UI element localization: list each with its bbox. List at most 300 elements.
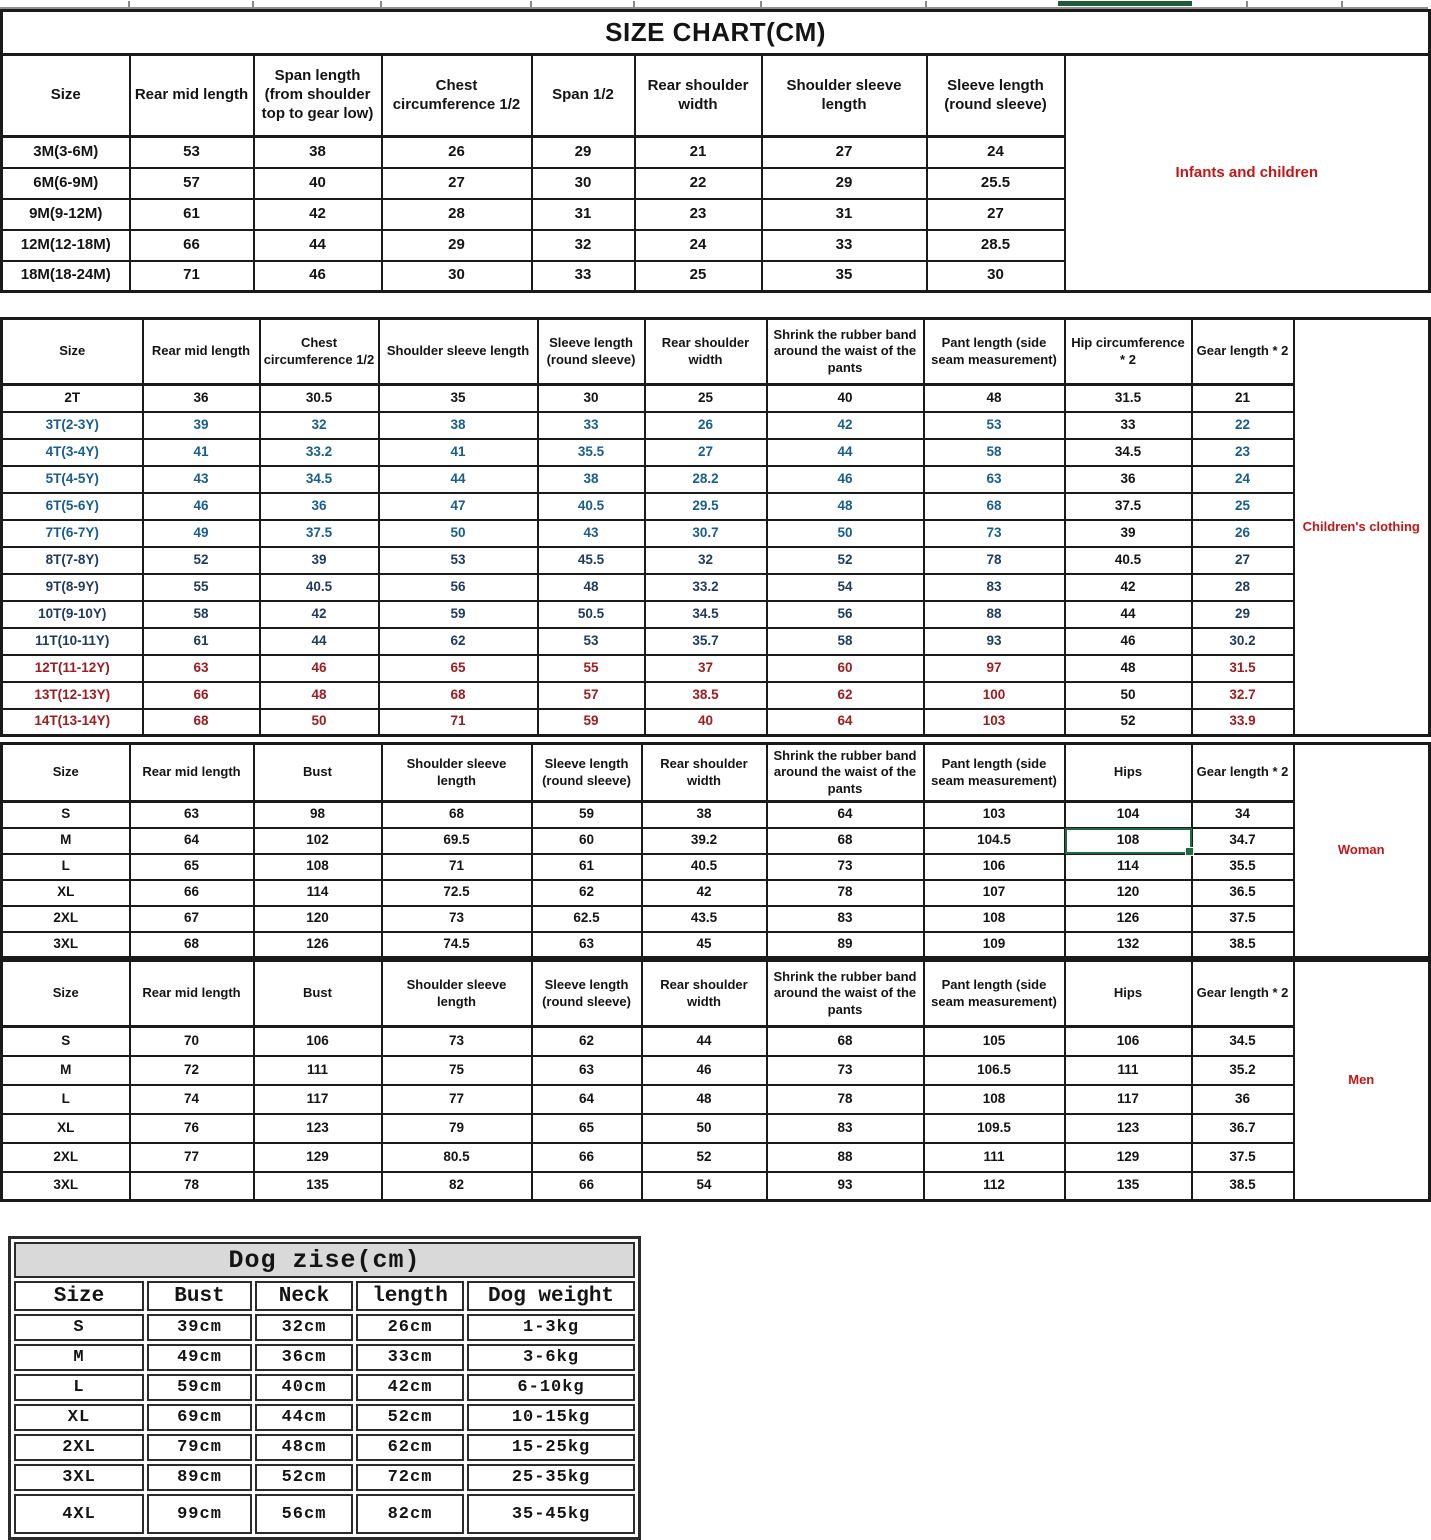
value-cell: 56 <box>379 574 538 601</box>
value-cell: 68 <box>767 1027 924 1056</box>
size-cell: 12M(12-18M) <box>2 230 130 261</box>
value-cell: 82 <box>382 1172 532 1201</box>
value-cell: 58 <box>143 601 260 628</box>
table-row <box>14 1374 635 1401</box>
size-cell: M <box>14 1344 144 1371</box>
men-size-table <box>0 959 1431 1202</box>
table-row <box>2 628 1430 655</box>
value-cell: 107 <box>924 880 1065 906</box>
value-cell: 106 <box>254 1027 382 1056</box>
children-size-table <box>0 317 1431 737</box>
value-cell: 30 <box>532 168 635 199</box>
value-cell: 44cm <box>255 1404 353 1431</box>
value-cell: 62 <box>532 1027 642 1056</box>
gridline-tick <box>380 1 382 7</box>
value-cell: 43 <box>143 466 260 493</box>
value-cell: 111 <box>254 1056 382 1085</box>
value-cell: 38.5 <box>1192 1172 1294 1201</box>
value-cell: 42 <box>254 199 382 230</box>
value-cell: 76 <box>130 1114 254 1143</box>
size-cell: 3M(3-6M) <box>2 137 130 168</box>
value-cell: 83 <box>767 1114 924 1143</box>
value-cell: 64 <box>767 709 924 736</box>
value-cell: 38 <box>538 466 645 493</box>
value-cell: 37.5 <box>1192 906 1294 932</box>
size-cell: 2T <box>2 385 143 412</box>
value-cell: 30.7 <box>645 520 767 547</box>
value-cell: 44 <box>379 466 538 493</box>
woman-header-row <box>2 744 1430 802</box>
value-cell: 33 <box>532 261 635 292</box>
value-cell: 23 <box>635 199 762 230</box>
gridline-tick <box>760 1 762 7</box>
size-cell: M <box>2 828 130 854</box>
value-cell: 43 <box>538 520 645 547</box>
infants-group-label: Infants and children <box>1065 55 1430 292</box>
value-cell: 33.2 <box>260 439 379 466</box>
column-header: Bust <box>147 1281 252 1311</box>
value-cell: 40 <box>254 168 382 199</box>
value-cell: 129 <box>1065 1143 1192 1172</box>
value-cell: 35-45kg <box>467 1494 635 1534</box>
value-cell: 48 <box>260 682 379 709</box>
value-cell: 44 <box>767 439 924 466</box>
value-cell: 68 <box>382 802 532 828</box>
size-cell: 8T(7-8Y) <box>2 547 143 574</box>
value-cell: 25-35kg <box>467 1464 635 1491</box>
value-cell: 46 <box>260 655 379 682</box>
value-cell: 36.7 <box>1192 1114 1294 1143</box>
table-row <box>2 1027 1430 1056</box>
table-row <box>2 520 1430 547</box>
value-cell: 36 <box>260 493 379 520</box>
value-cell: 59cm <box>147 1374 252 1401</box>
infants-size-table <box>0 9 1431 293</box>
table-row <box>2 709 1430 736</box>
value-cell: 102 <box>254 828 382 854</box>
value-cell: 25 <box>1192 493 1294 520</box>
column-header: Hips <box>1065 744 1192 802</box>
column-header: Gear length * 2 <box>1192 744 1294 802</box>
value-cell: 103 <box>924 802 1065 828</box>
value-cell: 82cm <box>356 1494 464 1534</box>
value-cell: 50 <box>642 1114 767 1143</box>
value-cell: 64 <box>130 828 254 854</box>
value-cell: 38 <box>254 137 382 168</box>
value-cell: 111 <box>1065 1056 1192 1085</box>
value-cell: 64 <box>767 802 924 828</box>
value-cell: 66 <box>532 1143 642 1172</box>
value-cell: 3-6kg <box>467 1344 635 1371</box>
value-cell: 104 <box>1065 802 1192 828</box>
value-cell: 126 <box>1065 906 1192 932</box>
size-cell: S <box>2 1027 130 1056</box>
value-cell: 71 <box>379 709 538 736</box>
value-cell: 27 <box>1192 547 1294 574</box>
value-cell: 45.5 <box>538 547 645 574</box>
value-cell: 78 <box>767 880 924 906</box>
value-cell: 60 <box>532 828 642 854</box>
value-cell: 104.5 <box>924 828 1065 854</box>
value-cell: 112 <box>924 1172 1065 1201</box>
value-cell: 70 <box>130 1027 254 1056</box>
value-cell: 75 <box>382 1056 532 1085</box>
value-cell: 40.5 <box>1065 547 1192 574</box>
value-cell: 56 <box>767 601 924 628</box>
value-cell: 83 <box>767 906 924 932</box>
value-cell: 80.5 <box>382 1143 532 1172</box>
value-cell: 29 <box>382 230 532 261</box>
value-cell: 42cm <box>356 1374 464 1401</box>
value-cell: 44 <box>642 1027 767 1056</box>
value-cell: 26 <box>382 137 532 168</box>
value-cell: 39 <box>143 412 260 439</box>
value-cell: 60 <box>767 655 924 682</box>
value-cell: 30 <box>538 385 645 412</box>
value-cell: 27 <box>762 137 927 168</box>
column-header: Hip circumference * 2 <box>1065 319 1192 385</box>
value-cell: 66 <box>130 230 254 261</box>
value-cell: 36.5 <box>1192 880 1294 906</box>
size-cell: 13T(12-13Y) <box>2 682 143 709</box>
value-cell: 27 <box>927 199 1065 230</box>
table-row <box>2 655 1430 682</box>
value-cell: 33 <box>1065 412 1192 439</box>
value-cell: 68 <box>143 709 260 736</box>
value-cell: 48 <box>1065 655 1192 682</box>
value-cell: 57 <box>538 682 645 709</box>
value-cell: 25 <box>635 261 762 292</box>
value-cell: 36 <box>1065 466 1192 493</box>
value-cell: 58 <box>924 439 1065 466</box>
value-cell: 44 <box>260 628 379 655</box>
value-cell: 34.5 <box>1065 439 1192 466</box>
value-cell: 26 <box>1192 520 1294 547</box>
value-cell: 34.5 <box>260 466 379 493</box>
value-cell: 36 <box>143 385 260 412</box>
value-cell: 42 <box>260 601 379 628</box>
value-cell: 27 <box>645 439 767 466</box>
value-cell: 10-15kg <box>467 1404 635 1431</box>
size-cell: 9M(9-12M) <box>2 199 130 230</box>
value-cell: 33 <box>762 230 927 261</box>
size-cell: L <box>14 1374 144 1401</box>
size-cell: 9T(8-9Y) <box>2 574 143 601</box>
value-cell: 55 <box>538 655 645 682</box>
value-cell: 32 <box>532 230 635 261</box>
size-cell: 14T(13-14Y) <box>2 709 143 736</box>
value-cell: 49 <box>143 520 260 547</box>
value-cell: 66 <box>532 1172 642 1201</box>
value-cell: 62 <box>767 682 924 709</box>
value-cell: 36 <box>1192 1085 1294 1114</box>
value-cell: 61 <box>143 628 260 655</box>
table-row <box>14 1464 635 1491</box>
column-header: Rear mid length <box>130 55 254 137</box>
value-cell: 24 <box>635 230 762 261</box>
value-cell: 44 <box>1065 601 1192 628</box>
value-cell: 40.5 <box>642 854 767 880</box>
value-cell: 15-25kg <box>467 1434 635 1461</box>
value-cell: 68 <box>130 932 254 958</box>
value-cell: 109 <box>924 932 1065 958</box>
column-header: Span 1/2 <box>532 55 635 137</box>
woman-size-table <box>0 742 1431 959</box>
value-cell: 35.7 <box>645 628 767 655</box>
column-header: Rear shoulder width <box>642 961 767 1027</box>
value-cell: 40 <box>767 385 924 412</box>
value-cell: 32 <box>260 412 379 439</box>
value-cell: 65 <box>130 854 254 880</box>
value-cell: 99cm <box>147 1494 252 1534</box>
value-cell: 6-10kg <box>467 1374 635 1401</box>
column-header: Pant length (side seam measurement) <box>924 961 1065 1027</box>
value-cell: 36cm <box>255 1344 353 1371</box>
value-cell: 28.5 <box>927 230 1065 261</box>
value-cell: 41 <box>143 439 260 466</box>
gridline-tick <box>1341 1 1343 7</box>
value-cell: 73 <box>767 854 924 880</box>
value-cell: 117 <box>254 1085 382 1114</box>
value-cell: 108 <box>924 906 1065 932</box>
size-cell: 3XL <box>2 1172 130 1201</box>
value-cell: 79 <box>382 1114 532 1143</box>
table-row <box>2 1085 1430 1114</box>
table-row <box>2 385 1430 412</box>
table-row <box>2 1172 1430 1201</box>
value-cell: 29 <box>1192 601 1294 628</box>
value-cell: 48 <box>538 574 645 601</box>
column-header: Sleeve length (round sleeve) <box>927 55 1065 137</box>
value-cell: 30.5 <box>260 385 379 412</box>
value-cell: 129 <box>254 1143 382 1172</box>
value-cell: 50 <box>767 520 924 547</box>
column-header: Rear shoulder width <box>645 319 767 385</box>
value-cell: 34.5 <box>645 601 767 628</box>
value-cell: 71 <box>130 261 254 292</box>
value-cell: 40.5 <box>260 574 379 601</box>
value-cell: 50 <box>1065 682 1192 709</box>
value-cell: 29.5 <box>645 493 767 520</box>
size-cell: M <box>2 1056 130 1085</box>
column-header: Size <box>2 744 130 802</box>
table-row <box>2 412 1430 439</box>
table-row <box>2 854 1430 880</box>
value-cell: 97 <box>924 655 1065 682</box>
size-cell: 2XL <box>14 1434 144 1461</box>
value-cell: 44 <box>254 230 382 261</box>
value-cell: 40.5 <box>538 493 645 520</box>
value-cell: 73 <box>767 1056 924 1085</box>
gridline-tick <box>925 1 927 7</box>
column-header: Dog weight <box>467 1281 635 1311</box>
value-cell: 25.5 <box>927 168 1065 199</box>
column-header: Shoulder sleeve length <box>762 55 927 137</box>
size-cell: S <box>14 1314 144 1341</box>
value-cell: 52cm <box>356 1404 464 1431</box>
column-header: Bust <box>254 961 382 1027</box>
value-cell: 52cm <box>255 1464 353 1491</box>
value-cell: 35.5 <box>1192 854 1294 880</box>
column-header: Shrink the rubber band around the waist of the pants <box>767 319 924 385</box>
value-cell: 108 <box>254 854 382 880</box>
value-cell: 120 <box>254 906 382 932</box>
column-header: Neck <box>255 1281 353 1311</box>
value-cell: 35 <box>762 261 927 292</box>
value-cell: 37 <box>645 655 767 682</box>
value-cell: 114 <box>254 880 382 906</box>
gridline-tick <box>128 1 130 7</box>
column-header: Sleeve length (round sleeve) <box>532 744 642 802</box>
column-header: Chest circumference 1/2 <box>382 55 532 137</box>
value-cell: 52 <box>1065 709 1192 736</box>
value-cell: 46 <box>143 493 260 520</box>
value-cell: 88 <box>767 1143 924 1172</box>
value-cell: 132 <box>1065 932 1192 958</box>
value-cell: 135 <box>1065 1172 1192 1201</box>
size-cell: XL <box>2 1114 130 1143</box>
value-cell: 66 <box>130 880 254 906</box>
value-cell: 63 <box>532 932 642 958</box>
value-cell: 50 <box>260 709 379 736</box>
value-cell: 57 <box>130 168 254 199</box>
column-header: Shoulder sleeve length <box>379 319 538 385</box>
table-row <box>2 828 1430 854</box>
column-header: Bust <box>254 744 382 802</box>
value-cell: 42 <box>642 880 767 906</box>
value-cell: 48 <box>767 493 924 520</box>
value-cell: 53 <box>538 628 645 655</box>
value-cell: 41 <box>379 439 538 466</box>
value-cell: 108 <box>1065 828 1192 854</box>
column-header: Size <box>2 961 130 1027</box>
value-cell: 46 <box>642 1056 767 1085</box>
value-cell: 39 <box>260 547 379 574</box>
selected-column-indicator <box>1058 1 1192 6</box>
value-cell: 73 <box>382 1027 532 1056</box>
value-cell: 27 <box>382 168 532 199</box>
value-cell: 62 <box>379 628 538 655</box>
value-cell: 26 <box>645 412 767 439</box>
value-cell: 55 <box>143 574 260 601</box>
value-cell: 61 <box>130 199 254 230</box>
value-cell: 120 <box>1065 880 1192 906</box>
size-cell: 2XL <box>2 1143 130 1172</box>
table-row <box>2 1114 1430 1143</box>
gridline-tick <box>530 1 532 7</box>
value-cell: 37.5 <box>1192 1143 1294 1172</box>
value-cell: 45 <box>642 932 767 958</box>
dog-title-row <box>14 1242 635 1278</box>
value-cell: 25 <box>645 385 767 412</box>
value-cell: 53 <box>924 412 1065 439</box>
table-row <box>2 932 1430 958</box>
size-cell: 10T(9-10Y) <box>2 601 143 628</box>
table-row <box>2 547 1430 574</box>
size-cell: L <box>2 1085 130 1114</box>
value-cell: 59 <box>532 802 642 828</box>
value-cell: 33.9 <box>1192 709 1294 736</box>
value-cell: 53 <box>130 137 254 168</box>
value-cell: 78 <box>767 1085 924 1114</box>
value-cell: 33cm <box>356 1344 464 1371</box>
size-cell: 3XL <box>14 1464 144 1491</box>
column-header: Rear mid length <box>130 961 254 1027</box>
value-cell: 88 <box>924 601 1065 628</box>
table-row <box>14 1404 635 1431</box>
value-cell: 106 <box>1065 1027 1192 1056</box>
value-cell: 77 <box>382 1085 532 1114</box>
column-header: Rear mid length <box>143 319 260 385</box>
table-row <box>2 601 1430 628</box>
value-cell: 54 <box>642 1172 767 1201</box>
table-row <box>14 1344 635 1371</box>
value-cell: 30 <box>382 261 532 292</box>
value-cell: 47 <box>379 493 538 520</box>
value-cell: 62cm <box>356 1434 464 1461</box>
value-cell: 71 <box>382 854 532 880</box>
value-cell: 32cm <box>255 1314 353 1341</box>
table-row <box>2 1056 1430 1085</box>
value-cell: 74 <box>130 1085 254 1114</box>
size-cell: L <box>2 854 130 880</box>
value-cell: 126 <box>254 932 382 958</box>
value-cell: 72 <box>130 1056 254 1085</box>
table-row <box>2 682 1430 709</box>
value-cell: 79cm <box>147 1434 252 1461</box>
value-cell: 77 <box>130 1143 254 1172</box>
dog-title: Dog zise(cm) <box>14 1242 635 1278</box>
value-cell: 38 <box>379 412 538 439</box>
column-header: Span length (from shoulder top to gear low) <box>254 55 382 137</box>
value-cell: 50.5 <box>538 601 645 628</box>
value-cell: 28 <box>1192 574 1294 601</box>
value-cell: 21 <box>635 137 762 168</box>
value-cell: 37.5 <box>260 520 379 547</box>
value-cell: 106 <box>924 854 1065 880</box>
size-cell: 6T(5-6Y) <box>2 493 143 520</box>
value-cell: 33 <box>538 412 645 439</box>
value-cell: 58 <box>767 628 924 655</box>
column-header: Hips <box>1065 961 1192 1027</box>
value-cell: 63 <box>130 802 254 828</box>
value-cell: 26cm <box>356 1314 464 1341</box>
value-cell: 31.5 <box>1192 655 1294 682</box>
value-cell: 35.2 <box>1192 1056 1294 1085</box>
value-cell: 32 <box>645 547 767 574</box>
column-header: Chest circumference 1/2 <box>260 319 379 385</box>
men-group-label: Men <box>1294 961 1430 1201</box>
value-cell: 65 <box>532 1114 642 1143</box>
value-cell: 63 <box>924 466 1065 493</box>
value-cell: 34.7 <box>1192 828 1294 854</box>
value-cell: 33.2 <box>645 574 767 601</box>
value-cell: 103 <box>924 709 1065 736</box>
value-cell: 59 <box>379 601 538 628</box>
gridline-tick <box>633 1 635 7</box>
value-cell: 1-3kg <box>467 1314 635 1341</box>
size-cell: 5T(4-5Y) <box>2 466 143 493</box>
size-cell: 6M(6-9M) <box>2 168 130 199</box>
dog-header-row <box>14 1281 635 1311</box>
value-cell: 67 <box>130 906 254 932</box>
value-cell: 46 <box>1065 628 1192 655</box>
value-cell: 38.5 <box>1192 932 1294 958</box>
infants-title: SIZE CHART(CM) <box>2 11 1430 55</box>
size-cell: 3XL <box>2 932 130 958</box>
value-cell: 65 <box>379 655 538 682</box>
value-cell: 32.7 <box>1192 682 1294 709</box>
